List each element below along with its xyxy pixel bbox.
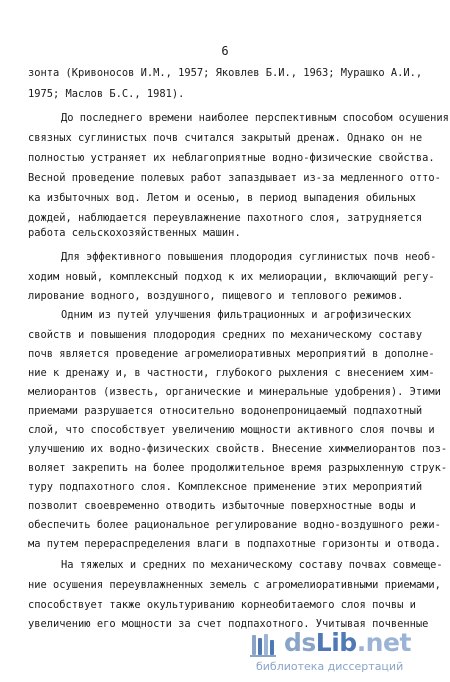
text-line: мелиорантов (известь, органические и минеральные удобрения). Этими <box>28 386 441 398</box>
shelf-books-icon <box>250 632 276 658</box>
text-line: ние к дренажу и, в частности, глубокого рыхления с внесением хим- <box>28 367 435 379</box>
text-line: воляет закрепить на более продолжительное время разрыхленную струк- <box>28 462 448 474</box>
text-line: полностью устраняет их неблагоприятные водно-физические свойства. <box>28 152 435 164</box>
text-line: 1975; Маслов Б.С., 1981). <box>28 88 185 100</box>
dslib-watermark[interactable] <box>250 628 440 674</box>
text-line: лирование водного, воздушного, пищевого и теплового режимов. <box>28 290 404 302</box>
text-line: связных суглинистых почв считался закрытый дренаж. Однако он не <box>28 132 423 144</box>
text-line: туру подпахотного слоя. Комплексное применение этих мероприятий <box>28 481 423 493</box>
text-line: ние осушения переувлажненных земель с агромелиоративными приемами, <box>28 579 441 591</box>
text-line: способствует также окультуриванию корнеобитаемого слоя почвы и <box>28 599 416 611</box>
text-line: До последнего времени наиболее перспективным способом осушения <box>61 112 449 124</box>
text-line: дождей, наблюдается переувлажнение пахотного слоя, затрудняется <box>28 212 423 224</box>
text-line: работа сельскохозяйственных машин. <box>28 227 241 239</box>
watermark-brand: dsLib.net <box>284 628 411 657</box>
text-line: улучшению их водно-физических свойств. Внесение химмелиорантов поз- <box>28 443 448 455</box>
text-line: На тяжелых и средних по механическому составу почвах совмеще- <box>61 559 443 571</box>
text-line: Для эффективного повышения плодородия суглинистых почв необ- <box>61 251 437 263</box>
text-line: Весной проведение полевых работ запаздывает из-за медленного отто- <box>28 172 441 184</box>
watermark-tagline: библиотека диссертаций <box>256 660 404 673</box>
text-line: обеспечить более рациональное регулирование водно-воздушного режи- <box>28 519 441 531</box>
text-line: ка избыточных вод. Летом и осенью, в период выпадения обильных <box>28 192 416 204</box>
text-line: увеличению его мощности за счет подпахотного. Учитывая почвенные <box>28 618 429 630</box>
text-line: свойств и повышения плодородия средних по механическому составу <box>28 329 423 341</box>
text-line: Одним из путей улучшения фильтрационных и агрофизических <box>61 309 412 321</box>
page-number: 6 <box>221 44 229 58</box>
text-line: слой, что способствует увеличению мощности активного слоя почвы и <box>28 424 435 436</box>
text-line: приемами разрушается относительно водонепроницаемый подпахотный <box>28 405 423 417</box>
text-line: зонта (Кривоносов И.М., 1957; Яковлев Б.И., 1963; Мурашко А.И., <box>28 67 423 79</box>
text-line: почв является проведение агромелиоративных мероприятий в дополне- <box>28 348 435 360</box>
text-line: ма путем перераспределения влаги в подпахотные горизонты и отвода. <box>28 538 441 550</box>
text-line: позволит своевременно отводить избыточные поверхностные воды и <box>28 500 416 512</box>
text-line: ходим новый, комплексный подход к их мелиорации, включающий регу- <box>28 271 435 283</box>
